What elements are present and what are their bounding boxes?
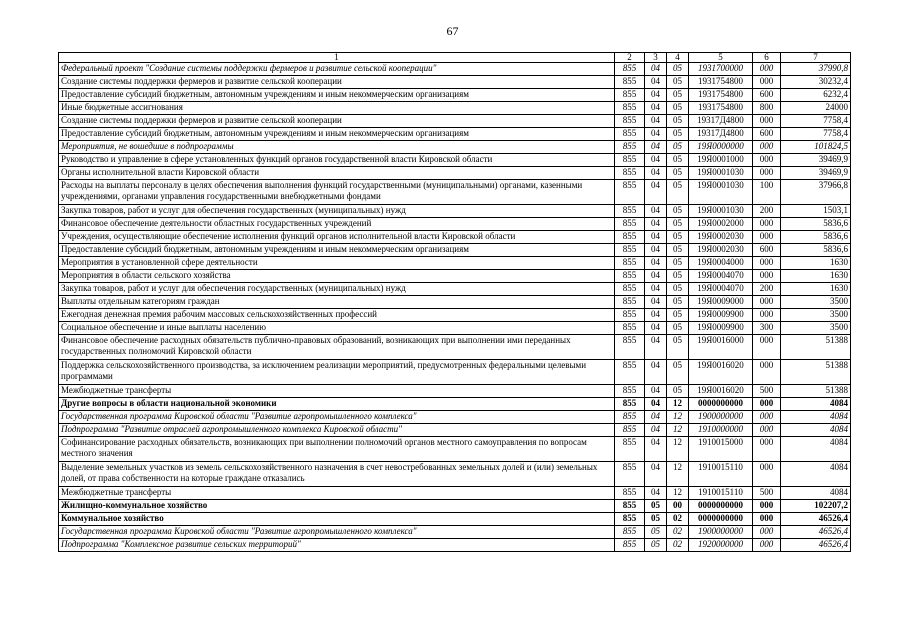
row-target-article-cell: 1910015000 — [689, 437, 753, 462]
row-expense-type-cell: 300 — [753, 322, 781, 335]
row-amount-cell: 3500 — [781, 309, 851, 322]
row-admin-code-cell: 855 — [615, 398, 645, 411]
row-admin-code-cell: 855 — [615, 500, 645, 513]
row-subsection-cell: 05 — [667, 309, 689, 322]
table-row — [59, 487, 851, 500]
table-body — [59, 63, 851, 552]
row-admin-code-cell: 855 — [615, 102, 645, 115]
row-amount-cell: 4084 — [781, 424, 851, 437]
row-name-cell: Государственная программа Кировской области "Развитие агропромышленного комплекса" — [59, 411, 615, 424]
header-cell: 3 — [645, 53, 667, 63]
table-row — [59, 231, 851, 244]
row-section-cell: 04 — [645, 385, 667, 398]
row-expense-type-cell: 800 — [753, 102, 781, 115]
table-row — [59, 424, 851, 437]
row-admin-code-cell: 855 — [615, 218, 645, 231]
row-target-article-cell: 1910015110 — [689, 487, 753, 500]
row-amount-cell: 51388 — [781, 385, 851, 398]
row-amount-cell: 7758,4 — [781, 115, 851, 128]
row-expense-type-cell: 000 — [753, 218, 781, 231]
table-row — [59, 539, 851, 552]
row-subsection-cell: 05 — [667, 128, 689, 141]
row-name-cell: Органы исполнительной власти Кировской области — [59, 167, 615, 180]
row-expense-type-cell: 000 — [753, 398, 781, 411]
table-row — [59, 283, 851, 296]
row-section-cell: 04 — [645, 398, 667, 411]
table-row — [59, 167, 851, 180]
row-amount-cell: 37990,8 — [781, 63, 851, 76]
row-target-article-cell: 19Я0001030 — [689, 180, 753, 205]
table-row — [59, 526, 851, 539]
row-subsection-cell: 05 — [667, 335, 689, 360]
row-admin-code-cell: 855 — [615, 257, 645, 270]
row-target-article-cell: 19Я0001030 — [689, 167, 753, 180]
row-expense-type-cell: 100 — [753, 180, 781, 205]
row-amount-cell: 1630 — [781, 270, 851, 283]
row-expense-type-cell: 000 — [753, 424, 781, 437]
row-section-cell: 04 — [645, 283, 667, 296]
table-row — [59, 500, 851, 513]
row-name-cell: Межбюджетные трансферты — [59, 487, 615, 500]
row-admin-code-cell: 855 — [615, 128, 645, 141]
row-subsection-cell: 05 — [667, 63, 689, 76]
row-subsection-cell: 12 — [667, 411, 689, 424]
row-target-article-cell: 19Я0004070 — [689, 283, 753, 296]
row-name-cell: Государственная программа Кировской области "Развитие агропромышленного комплекса" — [59, 526, 615, 539]
row-target-article-cell: 19Я0004070 — [689, 270, 753, 283]
row-subsection-cell: 05 — [667, 76, 689, 89]
row-name-cell: Социальное обеспечение и иные выплаты населению — [59, 322, 615, 335]
row-name-cell: Финансовое обеспечение деятельности областных государственных учреждений — [59, 218, 615, 231]
row-admin-code-cell: 855 — [615, 154, 645, 167]
row-amount-cell: 5836,6 — [781, 244, 851, 257]
row-target-article-cell: 19Я0002030 — [689, 231, 753, 244]
row-section-cell: 04 — [645, 244, 667, 257]
row-name-cell: Ежегодная денежная премия рабочим массовых сельскохозяйственных профессий — [59, 309, 615, 322]
row-target-article-cell: 1931754800 — [689, 102, 753, 115]
row-name-cell: Иные бюджетные ассигнования — [59, 102, 615, 115]
row-admin-code-cell: 855 — [615, 141, 645, 154]
row-section-cell: 04 — [645, 218, 667, 231]
row-subsection-cell: 05 — [667, 296, 689, 309]
row-amount-cell: 39469,9 — [781, 154, 851, 167]
row-section-cell: 04 — [645, 437, 667, 462]
header-cell: 4 — [667, 53, 689, 63]
row-expense-type-cell: 000 — [753, 335, 781, 360]
row-admin-code-cell: 855 — [615, 89, 645, 102]
row-expense-type-cell: 000 — [753, 309, 781, 322]
row-expense-type-cell: 000 — [753, 526, 781, 539]
row-target-article-cell: 19Я0016020 — [689, 385, 753, 398]
row-section-cell: 05 — [645, 539, 667, 552]
row-subsection-cell: 02 — [667, 539, 689, 552]
row-expense-type-cell: 000 — [753, 500, 781, 513]
row-name-cell: Выплаты отдельным категориям граждан — [59, 296, 615, 309]
row-amount-cell: 1630 — [781, 257, 851, 270]
row-subsection-cell: 02 — [667, 526, 689, 539]
row-name-cell: Софинансирование расходных обязательств, возникающих при выполнении полномочий органов местного самоуправления по вопросам местного значения — [59, 437, 615, 462]
header-cell: 5 — [689, 53, 753, 63]
table-row — [59, 89, 851, 102]
row-admin-code-cell: 855 — [615, 205, 645, 218]
row-subsection-cell: 12 — [667, 462, 689, 487]
row-subsection-cell: 12 — [667, 437, 689, 462]
row-subsection-cell: 05 — [667, 154, 689, 167]
row-subsection-cell: 05 — [667, 322, 689, 335]
row-name-cell: Федеральный проект "Создание системы поддержки фермеров и развитие сельской кооперации" — [59, 63, 615, 76]
table-row — [59, 218, 851, 231]
row-subsection-cell: 05 — [667, 180, 689, 205]
row-target-article-cell: 19317Д4800 — [689, 128, 753, 141]
row-amount-cell: 24000 — [781, 102, 851, 115]
table-row — [59, 335, 851, 360]
row-subsection-cell: 05 — [667, 360, 689, 385]
row-section-cell: 04 — [645, 231, 667, 244]
row-target-article-cell: 19317Д4800 — [689, 115, 753, 128]
row-target-article-cell: 1910015110 — [689, 462, 753, 487]
row-admin-code-cell: 855 — [615, 424, 645, 437]
row-name-cell: Межбюджетные трансферты — [59, 385, 615, 398]
page-number: 67 — [446, 24, 459, 38]
row-subsection-cell: 05 — [667, 231, 689, 244]
row-target-article-cell: 19Я0009900 — [689, 322, 753, 335]
row-amount-cell: 7758,4 — [781, 128, 851, 141]
row-section-cell: 04 — [645, 76, 667, 89]
row-subsection-cell: 05 — [667, 167, 689, 180]
row-admin-code-cell: 855 — [615, 526, 645, 539]
row-admin-code-cell: 855 — [615, 462, 645, 487]
row-expense-type-cell: 000 — [753, 270, 781, 283]
row-target-article-cell: 19Я0016000 — [689, 335, 753, 360]
row-expense-type-cell: 500 — [753, 385, 781, 398]
row-expense-type-cell: 000 — [753, 167, 781, 180]
row-section-cell: 04 — [645, 309, 667, 322]
row-amount-cell: 39469,9 — [781, 167, 851, 180]
row-amount-cell: 4084 — [781, 462, 851, 487]
row-section-cell: 05 — [645, 526, 667, 539]
row-name-cell: Подпрограмма "Развитие отраслей агропромышленного комплекса Кировской области" — [59, 424, 615, 437]
row-target-article-cell: 0000000000 — [689, 398, 753, 411]
row-admin-code-cell: 855 — [615, 322, 645, 335]
table-row — [59, 102, 851, 115]
row-amount-cell: 4084 — [781, 437, 851, 462]
row-subsection-cell: 05 — [667, 218, 689, 231]
row-section-cell: 04 — [645, 335, 667, 360]
row-amount-cell: 46526,4 — [781, 513, 851, 526]
row-section-cell: 05 — [645, 500, 667, 513]
table-row — [59, 360, 851, 385]
table-row — [59, 296, 851, 309]
row-admin-code-cell: 855 — [615, 437, 645, 462]
table-row — [59, 411, 851, 424]
row-amount-cell: 4084 — [781, 411, 851, 424]
header-cell: 2 — [615, 53, 645, 63]
row-name-cell: Коммунальное хозяйство — [59, 513, 615, 526]
row-admin-code-cell: 855 — [615, 309, 645, 322]
table-header-row — [59, 53, 851, 63]
row-admin-code-cell: 855 — [615, 487, 645, 500]
row-section-cell: 04 — [645, 115, 667, 128]
table-row — [59, 309, 851, 322]
row-target-article-cell: 1931754800 — [689, 89, 753, 102]
row-admin-code-cell: 855 — [615, 244, 645, 257]
row-amount-cell: 1630 — [781, 283, 851, 296]
header-cell: 6 — [753, 53, 781, 63]
row-expense-type-cell: 000 — [753, 296, 781, 309]
row-amount-cell: 51388 — [781, 360, 851, 385]
row-admin-code-cell: 855 — [615, 335, 645, 360]
row-section-cell: 04 — [645, 270, 667, 283]
row-amount-cell: 3500 — [781, 296, 851, 309]
row-section-cell: 04 — [645, 154, 667, 167]
row-expense-type-cell: 000 — [753, 154, 781, 167]
row-section-cell: 04 — [645, 296, 667, 309]
table-row — [59, 180, 851, 205]
row-section-cell: 04 — [645, 167, 667, 180]
row-subsection-cell: 05 — [667, 205, 689, 218]
table-row — [59, 462, 851, 487]
row-name-cell: Закупка товаров, работ и услуг для обеспечения государственных (муниципальных) нужд — [59, 205, 615, 218]
row-target-article-cell: 0000000000 — [689, 513, 753, 526]
row-name-cell: Руководство и управление в сфере установленных функций органов государственной власти Кировской области — [59, 154, 615, 167]
table-row — [59, 322, 851, 335]
row-section-cell: 04 — [645, 424, 667, 437]
row-section-cell: 04 — [645, 487, 667, 500]
row-subsection-cell: 05 — [667, 270, 689, 283]
row-admin-code-cell: 855 — [615, 76, 645, 89]
row-subsection-cell: 12 — [667, 424, 689, 437]
row-admin-code-cell: 855 — [615, 63, 645, 76]
row-target-article-cell: 19Я0016020 — [689, 360, 753, 385]
row-admin-code-cell: 855 — [615, 539, 645, 552]
table-row — [59, 244, 851, 257]
row-target-article-cell: 0000000000 — [689, 500, 753, 513]
row-expense-type-cell: 000 — [753, 76, 781, 89]
row-admin-code-cell: 855 — [615, 385, 645, 398]
row-section-cell: 04 — [645, 360, 667, 385]
row-admin-code-cell: 855 — [615, 411, 645, 424]
row-name-cell: Жилищно-коммунальное хозяйство — [59, 500, 615, 513]
table-row — [59, 270, 851, 283]
row-section-cell: 04 — [645, 128, 667, 141]
row-section-cell: 04 — [645, 180, 667, 205]
row-expense-type-cell: 000 — [753, 513, 781, 526]
row-amount-cell: 30232,4 — [781, 76, 851, 89]
row-subsection-cell: 05 — [667, 283, 689, 296]
row-target-article-cell: 1900000000 — [689, 526, 753, 539]
row-target-article-cell: 19Я0001000 — [689, 154, 753, 167]
row-amount-cell: 51388 — [781, 335, 851, 360]
row-admin-code-cell: 855 — [615, 513, 645, 526]
row-target-article-cell: 19Я0002000 — [689, 218, 753, 231]
row-subsection-cell: 05 — [667, 385, 689, 398]
row-name-cell: Подпрограмма "Комплексное развитие сельских территорий" — [59, 539, 615, 552]
row-amount-cell: 4084 — [781, 398, 851, 411]
row-name-cell: Мероприятия в установленной сфере деятельности — [59, 257, 615, 270]
row-expense-type-cell: 000 — [753, 360, 781, 385]
row-target-article-cell: 19Я0001030 — [689, 205, 753, 218]
row-section-cell: 04 — [645, 411, 667, 424]
row-amount-cell: 6232,4 — [781, 89, 851, 102]
row-amount-cell: 101824,5 — [781, 141, 851, 154]
row-amount-cell: 102207,2 — [781, 500, 851, 513]
row-subsection-cell: 02 — [667, 513, 689, 526]
row-expense-type-cell: 000 — [753, 437, 781, 462]
table-row — [59, 128, 851, 141]
row-name-cell: Предоставление субсидий бюджетным, автономным учреждениям и иным некоммерческим организациям — [59, 89, 615, 102]
row-amount-cell: 3500 — [781, 322, 851, 335]
row-amount-cell: 37966,8 — [781, 180, 851, 205]
row-section-cell: 04 — [645, 102, 667, 115]
row-subsection-cell: 05 — [667, 89, 689, 102]
table-row — [59, 141, 851, 154]
row-subsection-cell: 05 — [667, 257, 689, 270]
row-section-cell: 05 — [645, 513, 667, 526]
table-row — [59, 398, 851, 411]
row-target-article-cell: 1900000000 — [689, 411, 753, 424]
row-expense-type-cell: 200 — [753, 283, 781, 296]
row-expense-type-cell: 000 — [753, 539, 781, 552]
row-admin-code-cell: 855 — [615, 167, 645, 180]
table-row — [59, 385, 851, 398]
table-row — [59, 63, 851, 76]
row-section-cell: 04 — [645, 89, 667, 102]
row-section-cell: 04 — [645, 257, 667, 270]
row-expense-type-cell: 600 — [753, 89, 781, 102]
row-expense-type-cell: 600 — [753, 128, 781, 141]
row-name-cell: Создание системы поддержки фермеров и развитие сельской кооперации — [59, 115, 615, 128]
row-target-article-cell: 1920000000 — [689, 539, 753, 552]
row-subsection-cell: 05 — [667, 244, 689, 257]
table-row — [59, 115, 851, 128]
row-target-article-cell: 1931700000 — [689, 63, 753, 76]
table-row — [59, 205, 851, 218]
row-subsection-cell: 05 — [667, 102, 689, 115]
row-subsection-cell: 00 — [667, 500, 689, 513]
row-amount-cell: 5836,6 — [781, 231, 851, 244]
row-name-cell: Мероприятия, не вошедшие в подпрограммы — [59, 141, 615, 154]
row-expense-type-cell: 000 — [753, 411, 781, 424]
table-row — [59, 437, 851, 462]
row-admin-code-cell: 855 — [615, 283, 645, 296]
row-expense-type-cell: 500 — [753, 487, 781, 500]
row-amount-cell: 5836,6 — [781, 218, 851, 231]
row-section-cell: 04 — [645, 322, 667, 335]
row-name-cell: Создание системы поддержки фермеров и развитие сельской кооперации — [59, 76, 615, 89]
row-amount-cell: 1503,1 — [781, 205, 851, 218]
row-expense-type-cell: 600 — [753, 244, 781, 257]
row-amount-cell: 46526,4 — [781, 526, 851, 539]
row-expense-type-cell: 000 — [753, 63, 781, 76]
row-name-cell: Расходы на выплаты персоналу в целях обеспечения выполнения функций государственными (муниципальными) органами, казенными учреждениями, органами управления государственными внебюджетными фондами — [59, 180, 615, 205]
row-section-cell: 04 — [645, 63, 667, 76]
row-target-article-cell: 19Я0004000 — [689, 257, 753, 270]
row-subsection-cell: 05 — [667, 141, 689, 154]
row-name-cell: Учреждения, осуществляющие обеспечение исполнения функций органов исполнительной власти Кировской области — [59, 231, 615, 244]
row-target-article-cell: 19Я0000000 — [689, 141, 753, 154]
table-row — [59, 513, 851, 526]
row-admin-code-cell: 855 — [615, 115, 645, 128]
row-name-cell: Выделение земельных участков из земель сельскохозяйственного назначения в счет невостребованных земельных долей и (или) земельных долей, от права собственности на которые граждане отказались — [59, 462, 615, 487]
row-admin-code-cell: 855 — [615, 296, 645, 309]
budget-table — [58, 52, 851, 552]
row-expense-type-cell: 000 — [753, 231, 781, 244]
row-admin-code-cell: 855 — [615, 270, 645, 283]
row-name-cell: Мероприятия в области сельского хозяйства — [59, 270, 615, 283]
row-target-article-cell: 19Я0009000 — [689, 296, 753, 309]
row-expense-type-cell: 200 — [753, 205, 781, 218]
row-amount-cell: 4084 — [781, 487, 851, 500]
row-target-article-cell: 1910000000 — [689, 424, 753, 437]
row-name-cell: Предоставление субсидий бюджетным, автономным учреждениям и иным некоммерческим организациям — [59, 128, 615, 141]
row-section-cell: 04 — [645, 462, 667, 487]
row-amount-cell: 46526,4 — [781, 539, 851, 552]
row-subsection-cell: 12 — [667, 487, 689, 500]
row-admin-code-cell: 855 — [615, 180, 645, 205]
table-row — [59, 76, 851, 89]
header-cell: 1 — [59, 53, 615, 63]
row-subsection-cell: 12 — [667, 398, 689, 411]
row-name-cell: Закупка товаров, работ и услуг для обеспечения государственных (муниципальных) нужд — [59, 283, 615, 296]
row-name-cell: Другие вопросы в области национальной экономики — [59, 398, 615, 411]
row-name-cell: Финансовое обеспечение расходных обязательств публично-правовых образований, возникающих при выполнении ими переданных государственных полномочий Кировской области — [59, 335, 615, 360]
row-name-cell: Предоставление субсидий бюджетным, автономным учреждениям и иным некоммерческим организациям — [59, 244, 615, 257]
row-expense-type-cell: 000 — [753, 115, 781, 128]
row-expense-type-cell: 000 — [753, 257, 781, 270]
row-name-cell: Поддержка сельскохозяйственного производства, за исключением реализации мероприятий, предусмотренных федеральными целевыми программами — [59, 360, 615, 385]
row-target-article-cell: 1931754800 — [689, 76, 753, 89]
row-expense-type-cell: 000 — [753, 141, 781, 154]
table-row — [59, 154, 851, 167]
row-subsection-cell: 05 — [667, 115, 689, 128]
table-row — [59, 257, 851, 270]
header-cell: 7 — [781, 53, 851, 63]
row-target-article-cell: 19Я0009900 — [689, 309, 753, 322]
row-section-cell: 04 — [645, 205, 667, 218]
row-section-cell: 04 — [645, 141, 667, 154]
row-expense-type-cell: 000 — [753, 462, 781, 487]
row-admin-code-cell: 855 — [615, 360, 645, 385]
row-admin-code-cell: 855 — [615, 231, 645, 244]
row-target-article-cell: 19Я0002030 — [689, 244, 753, 257]
